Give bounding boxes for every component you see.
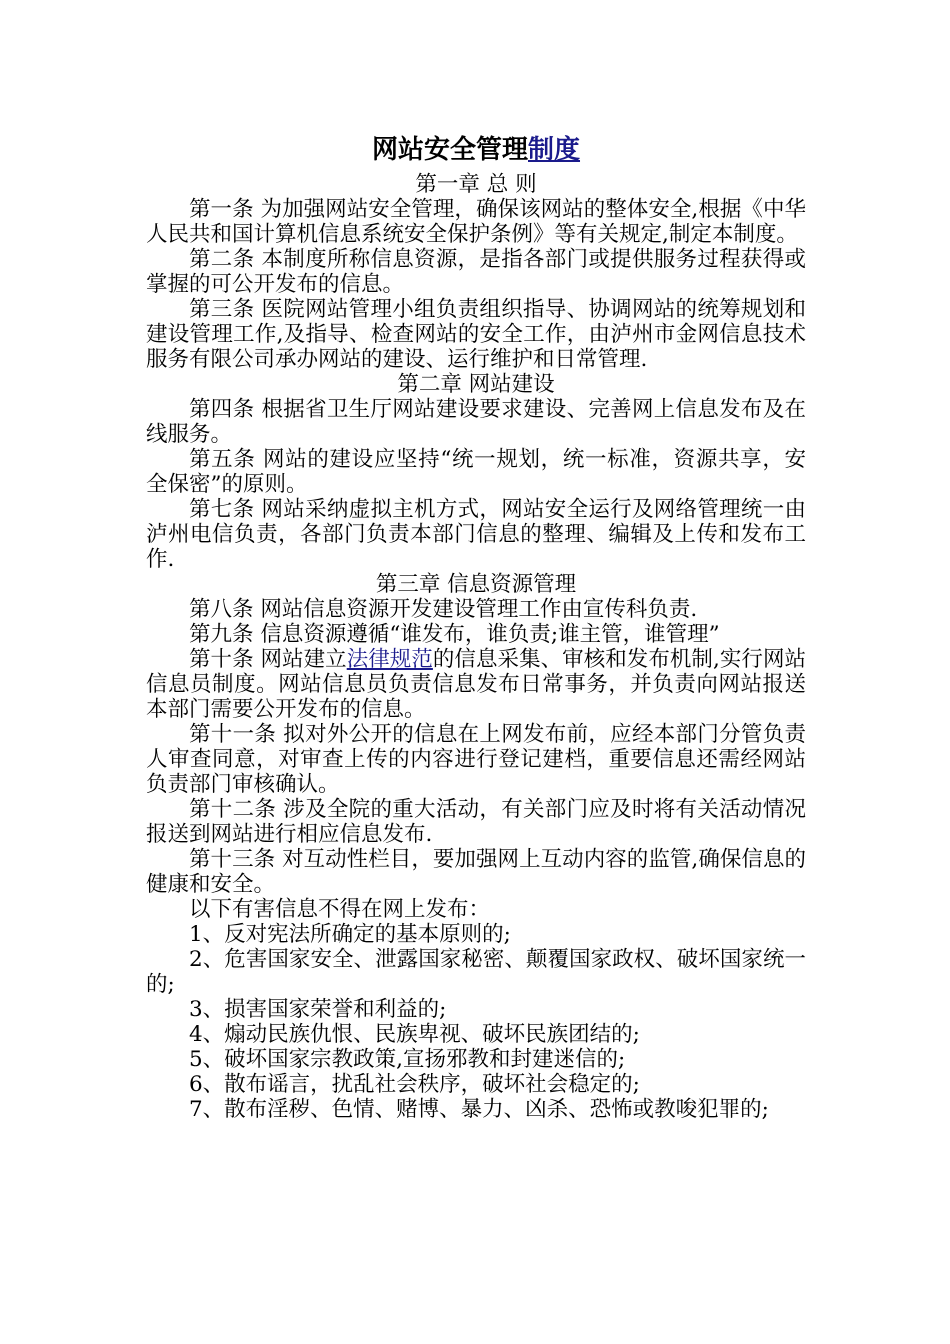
article-11: 第十一条 拟对外公开的信息在上网发布前，应经本部门分管负责人审查同意，对审查上传的内容进行登记建档，重要信息还需经网站负责部门审核确认。 xyxy=(146,722,806,797)
article-10-pre: 第十条 网站建立 xyxy=(189,647,347,672)
harmful-info-intro: 以下有害信息不得在网上发布： xyxy=(189,897,491,922)
title-main: 网站安全管理 xyxy=(371,135,528,165)
document-page xyxy=(146,132,806,1122)
article-8: 第八条 网站信息资源开发建设管理工作由宣传科负责. xyxy=(189,597,698,622)
harmful-item-7: 7、散布淫秽、色情、赌博、暴力、凶杀、恐怖或教唆犯罪的; xyxy=(189,1097,769,1122)
harmful-item-5: 5、破坏国家宗教政策,宣扬邪教和封建迷信的; xyxy=(189,1047,626,1072)
article-9: 第九条 信息资源遵循“谁发布，谁负责;谁主管，谁管理” xyxy=(189,622,720,647)
article-1: 第一条 为加强网站安全管理，确保该网站的整体安全,根据《中华人民共和国计算机信息系统安全保护条例》等有关规定,制定本制度。 xyxy=(146,197,806,247)
harmful-item-6: 6、散布谣言，扰乱社会秩序，破坏社会稳定的; xyxy=(189,1072,640,1097)
article-2: 第二条 本制度所称信息资源，是指各部门或提供服务过程获得或掌握的可公开发布的信息。 xyxy=(146,247,806,297)
chapter-2-heading: 第二章 网站建设 xyxy=(397,372,555,397)
harmful-item-4: 4、煽动民族仇恨、民族卑视、破坏民族团结的; xyxy=(189,1022,640,1047)
harmful-item-3: 3、损害国家荣誉和利益的; xyxy=(189,997,447,1022)
article-10 xyxy=(146,647,806,722)
article-12: 第十二条 涉及全院的重大活动，有关部门应及时将有关活动情况报送到网站进行相应信息发布. xyxy=(146,797,806,847)
harmful-item-2: 2、危害国家安全、泄露国家秘密、颠覆国家政权、破坏国家统一的; xyxy=(146,947,806,997)
article-5: 第五条 网站的建设应坚持“统一规划，统一标准，资源共享，安全保密”的原则。 xyxy=(146,447,806,497)
article-10-post: 的信息采集、审核和发布机制,实行网站信息员制度。网站信息员负责信息发布日常事务，并负责向网站报送本部门需要公开发布的信息。 xyxy=(146,647,806,722)
article-3: 第三条 医院网站管理小组负责组织指导、协调网站的统筹规划和建设管理工作,及指导、检查网站的安全工作，由泸州市金网信息技术服务有限公司承办网站的建设、运行维护和日常管理. xyxy=(146,297,806,372)
chapter-1-heading: 第一章 总 则 xyxy=(415,172,537,197)
article-4: 第四条 根据省卫生厅网站建设要求建设、完善网上信息发布及在线服务。 xyxy=(146,397,806,447)
title-link[interactable]: 制度 xyxy=(528,135,581,165)
chapter-3-heading: 第三章 信息资源管理 xyxy=(375,572,577,597)
article-13: 第十三条 对互动性栏目，要加强网上互动内容的监管,确保信息的健康和安全。 xyxy=(146,847,806,897)
article-7: 第七条 网站采纳虚拟主机方式，网站安全运行及网络管理统一由泸州电信负责，各部门负责本部门信息的整理、编辑及上传和发布工作. xyxy=(146,497,806,572)
document-title xyxy=(146,132,806,168)
harmful-item-1: 1、反对宪法所确定的基本原则的; xyxy=(189,922,511,947)
law-norms-link[interactable]: 法律规范 xyxy=(346,647,433,672)
